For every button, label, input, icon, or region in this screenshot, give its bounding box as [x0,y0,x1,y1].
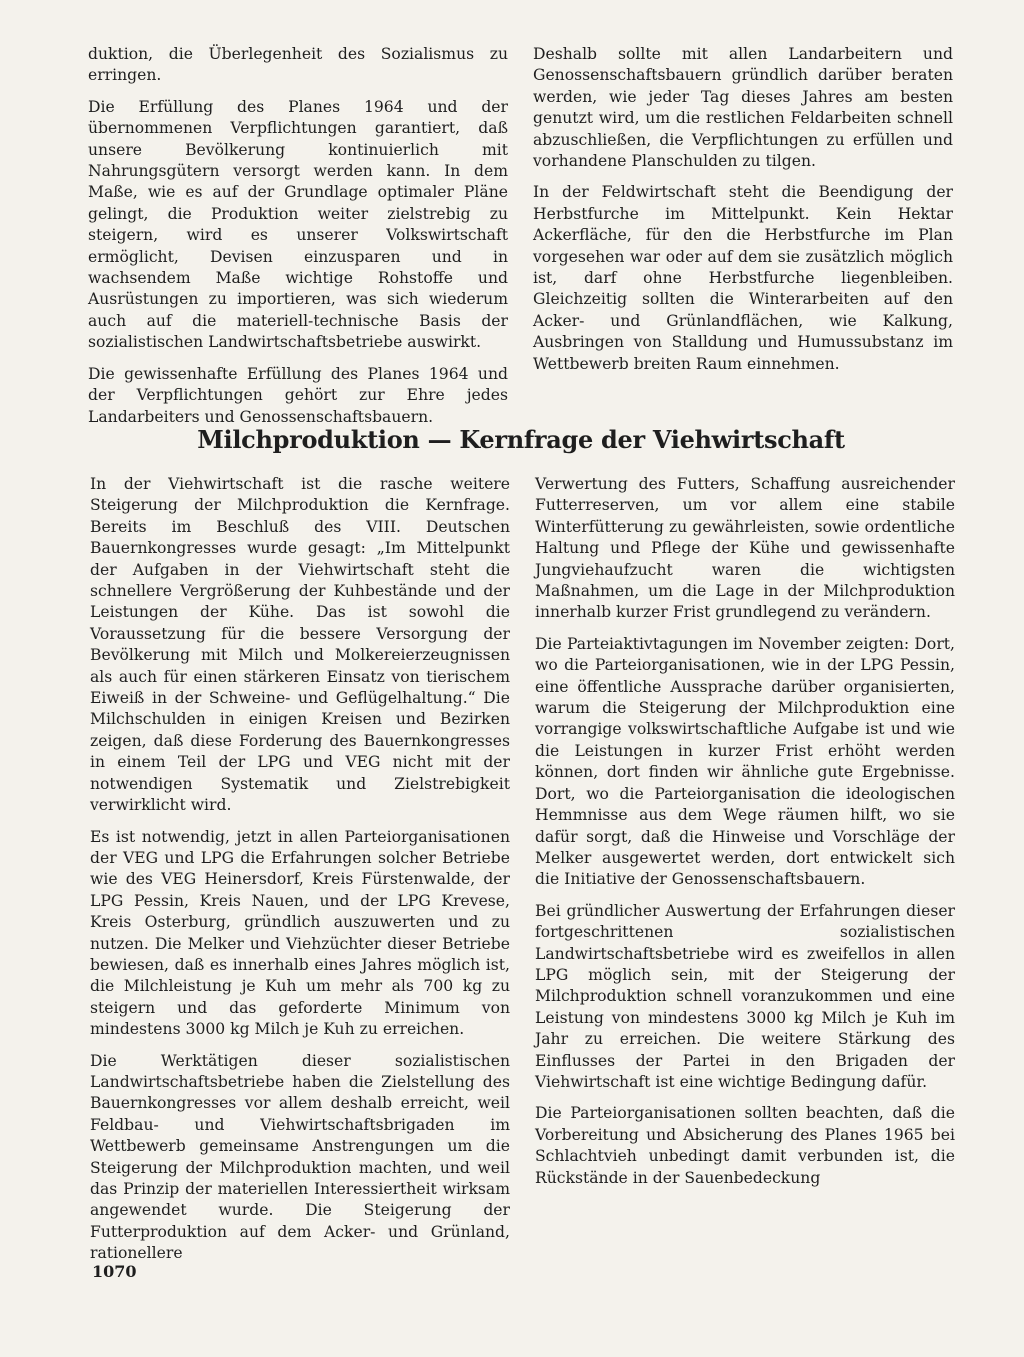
paragraph: Verwertung des Futters, Schaffung ausreichender Futterreserven, um vor allem eine stabile Winterfütterung zu gewährleisten, sowie ordentliche Haltung und Pflege der Kühe und gewissenhafte Jungviehaufzucht waren die wichtigsten Maßnahmen, um die Lage in der Milchproduktion innerhalb kurzer Frist grundlegend zu verändern. [535,475,955,622]
top-right-column [533,44,953,385]
section-heading: Milchproduktion — Kernfrage der Viehwirtschaft [197,425,845,454]
bottom-right-column [535,474,955,1199]
paragraph: In der Feldwirtschaft steht die Beendigung der Herbstfurche im Mittelpunkt. Kein Hektar Ackerfläche, für den die Herbstfurche im Plan vorgesehen war oder auf dem sie zusätzlich möglich ist, darf ohne Herbstfurche liegenbleiben. Gleichzeitig sollten die Winterarbeiten auf den Acker- und Grünlandflächen, wie Kalkung, Ausbringen von Stalldung und Humussubstanz im Wettbewerb breiten Raum einnehmen. [533,183,953,373]
page-number: 1070 [92,1262,137,1281]
paragraph: Es ist notwendig, jetzt in allen Parteiorganisationen der VEG und LPG die Erfahrungen solcher Betriebe wie des VEG Heinersdorf, Kreis Fürstenwalde, der LPG Pessin, Kreis Nauen, und der LPG Krevese, Kreis Osterburg, gründlich auszuwerten und zu nutzen. Die Melker und Viehzüchter dieser Betriebe bewiesen, daß es innerhalb eines Jahres möglich ist, die Milchleistung je Kuh um mehr als 700 kg zu steigern und das geforderte Minimum von mindestens 3000 kg Milch je Kuh zu erreichen. [90,827,510,1039]
paragraph: duktion, die Überlegenheit des Sozialismus zu erringen. [88,45,508,85]
paragraph: In der Viehwirtschaft ist die rasche weitere Steigerung der Milchproduktion die Kernfrage. Bereits im Beschluß des VIII. Deutschen Bauernkongresses wurde gesagt: „Im Mittelpunkt der Aufgaben in der Viehwirtschaft steht die schnellere Vergrößerung der Kuhbestände und der Leistungen der Kühe. Das ist sowohl die Voraussetzung für die bessere Versorgung der Bevölkerung mit Milch und Molkereierzeugnissen als auch für einen stärkeren Einsatz von tierischem Eiweiß in der Schweine- und Geflügelhaltung.“ Die Milchschulden in einigen Kreisen und Bezirken zeigen, daß diese Forderung des Bauernkongresses in einem Teil der LPG und VEG nicht mit der notwendigen Systematik und Zielstrebigkeit verwirklicht wird. [90,475,510,815]
bottom-left-column [90,474,510,1275]
paragraph: Die gewissenhafte Erfüllung des Planes 1964 und der Verpflichtungen gehört zur Ehre jedes Landarbeiters und Genossenschaftsbauern. [88,364,508,426]
paragraph: Die Werktätigen dieser sozialistischen Landwirtschaftsbetriebe haben die Zielstellung des Bauernkongresses vor allem deshalb erreicht, weil Feldbau- und Viehwirtschaftsbrigaden im Wettbewerb gemeinsame Anstrengungen um die Steigerung der Milchproduktion machten, und weil das Prinzip der materiellen Interessiertheit wirksam angewendet wurde. Die Steigerung der Futterproduktion auf dem Acker- und Grünland, rationellere [90,1051,510,1263]
paragraph: Die Parteiorganisationen sollten beachten, daß die Vorbereitung und Absicherung des Planes 1965 bei Schlachtvieh unbedingt damit verbunden ist, die Rückstände in der Sauenbedeckung [535,1104,955,1187]
paragraph: Deshalb sollte mit allen Landarbeitern und Genossenschaftsbauern gründlich darüber beraten werden, wie jeder Tag dieses Jahres am besten genutzt wird, um die restlichen Feldarbeiten schnell abzuschließen, die Verpflichtungen zu erfüllen und vorhandene Planschulden zu tilgen. [533,45,953,171]
paragraph: Bei gründlicher Auswertung der Erfahrungen dieser fortgeschrittenen sozialistischen Landwirtschaftsbetriebe wird es zweifellos in allen LPG möglich sein, mit der Steigerung der Milchproduktion schnell voranzukommen und eine Leistung von mindestens 3000 kg Milch je Kuh im Jahr zu erreichen. Die weitere Stärkung des Einflusses der Partei in den Brigaden der Viehwirtschaft ist eine wichtige Bedingung dafür. [535,901,955,1091]
paragraph: Die Parteiaktivtagungen im November zeigten: Dort, wo die Parteiorganisationen, wie in der LPG Pessin, eine öffentliche Aussprache darüber organisierten, warum die Steigerung der Milchproduktion eine vorrangige volkswirtschaftliche Aufgabe ist und wie die Leistungen in kurzer Frist erhöht werden können, dort finden wir ähnliche gute Ergebnisse. Dort, wo die Parteiorganisation die ideologischen Hemmnisse aus dem Wege räumen hilft, wo sie dafür sorgt, daß die Hinweise und Vorschläge der Melker ausgewertet werden, dort entwickelt sich die Initiative der Genossenschaftsbauern. [535,634,955,889]
top-left-column [88,44,508,438]
paragraph: Die Erfüllung des Planes 1964 und der übernommenen Verpflichtungen garantiert, daß unsere Bevölkerung kontinuierlich mit Nahrungsgütern versorgt werden kann. In dem Maße, wie es auf der Grundlage optimaler Pläne gelingt, die Produktion weiter zielstrebig zu steigern, wird es unserer Volkswirtschaft ermöglicht, Devisen einzusparen und in wachsendem Maße wichtige Rohstoffe und Ausrüstungen zu importieren, was sich wiederum auch auf die materiell-technische Basis der sozialistischen Landwirtschaftsbetriebe auswirkt. [88,97,508,352]
